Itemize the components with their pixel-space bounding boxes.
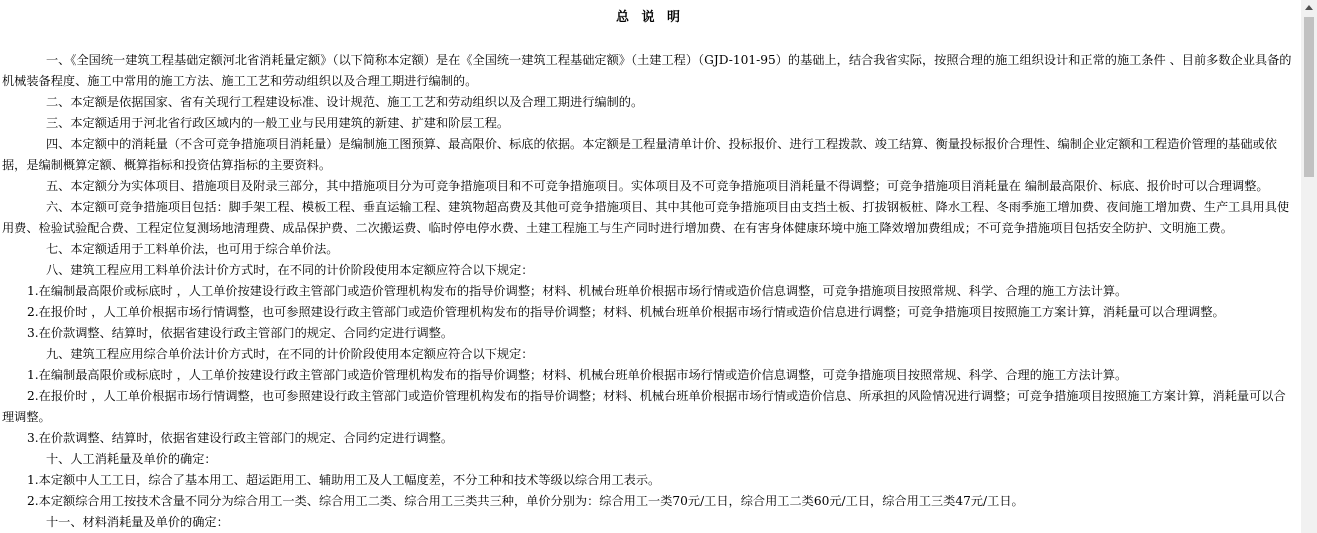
list-item: 1.在编制最高限价或标底时 ，人工单价按建设行政主管部门或造价管理机构发布的指导价调整；材料、机械台班单价根据市场行情或造价信息调整，可竞争措施项目按照常规、科学、合理的施工方法计算。	[27, 368, 1128, 382]
list-item: 1.本定额中人工工日，综合了基本用工、超运距用工、辅助用工及人工幅度差，不分工种和技术等级以综合用工表示。	[27, 473, 661, 487]
paragraph: 七、本定额适用于工料单价法，也可用于综合单价法。	[46, 242, 339, 256]
list-item: 1.在编制最高限价或标底时 ，人工单价按建设行政主管部门或造价管理机构发布的指导价调整；材料、机械台班单价根据市场行情或造价信息调整，可竞争措施项目按照常规、科学、合理的施工方法计算。	[27, 284, 1128, 298]
paragraph: 三、本定额适用于河北省行政区域内的一般工业与民用建筑的新建、扩建和阶层工程。	[46, 116, 510, 130]
document-body	[2, 50, 1296, 533]
paragraph: 五、本定额分为实体项目、措施项目及附录三部分，其中措施项目分为可竞争措施项目和不可竞争措施项目。实体项目及不可竞争措施项目消耗量不得调整；可竞争措施项目消耗量在 编制最高限价、标底、报价时可以合理调整。	[46, 179, 1269, 193]
paragraph: 四、本定额中的消耗量（不含可竞争措施项目消耗量）是编制施工图预算、最高限价、标底的依据。本定额是工程量清单计价、投标报价、进行工程拨款、竣工结算、衡量投标报价合理性、编制企业定额和工程造价管理的基础或依据，是编制概算定额、概算指标和投资估算指标的主要资料。	[2, 137, 1277, 172]
list-item: 3.在价款调整、结算时，依据省建设行政主管部门的规定、合同约定进行调整。	[27, 326, 454, 340]
paragraph: 一、《全国统一建筑工程基础定额河北省消耗量定额》（以下简称本定额）是在《全国统一建筑工程基础定额》（土建工程）（GJD-101-95）的基础上，结合我省实际，按照合理的施工组织设计和正常的施工条件 、目前多数企业具备的机械装备程度、施工中常用的施工方法、施工工艺和劳动组织以及合理工期进行编制的。	[2, 53, 1292, 88]
vertical-scrollbar[interactable]	[1301, 0, 1317, 533]
paragraph: 二、本定额是依据国家、省有关现行工程建设标准、设计规范、施工工艺和劳动组织以及合理工期进行编制的。	[46, 95, 644, 109]
list-item: 2.在报价时 ，人工单价根据市场行情调整，也可参照建设行政主管部门或造价管理机构发布的指导价调整；材料、机械台班单价根据市场行情或造价信息进行调整；可竞争措施项目按照施工方案计算，消耗量可以合理调整。	[27, 305, 1225, 319]
list-item: 2.在报价时 ，人工单价根据市场行情调整，也可参照建设行政主管部门或造价管理机构发布的指导价调整；材料、机械台班单价根据市场行情或造价信息、所承担的风险情况进行调整；可竞争措施项目按照施工方案计算，消耗量可以合理调整。	[2, 389, 1286, 424]
paragraph: 六、本定额可竞争措施项目包括：脚手架工程、模板工程、垂直运输工程、建筑物超高费及其他可竞争措施项目、其中其他可竞争措施项目由支挡土板、打拔钢板桩、降水工程、冬雨季施工增加费、夜间施工增加费、生产工具用具使用费、检验试验配合费、工程定位复测场地清理费、成品保护费、二次搬运费、临时停电停水费、土建工程施工与生产同时进行增加费、在有害身体健康环境中施工降效增加费组成；不可竞争措施项目包括安全防护、文明施工费。	[2, 200, 1290, 235]
scroll-up-arrow-icon[interactable]	[1305, 5, 1313, 10]
paragraph: 十一、材料消耗量及单价的确定：	[46, 515, 229, 529]
list-item: 2.本定额综合用工按技术含量不同分为综合用工一类、综合用工二类、综合用工三类共三种，单价分别为：综合用工一类70元/工日，综合用工二类60元/工日，综合用工三类47元/工日。	[27, 494, 1024, 508]
paragraph: 十、人工消耗量及单价的确定：	[46, 452, 217, 466]
paragraph: 九、建筑工程应用综合单价法计价方式时，在不同的计价阶段使用本定额应符合以下规定：	[46, 347, 534, 361]
page-title: 总 说 明	[615, 10, 685, 25]
list-item: 3.在价款调整、结算时，依据省建设行政主管部门的规定、合同约定进行调整。	[27, 431, 454, 445]
scrollbar-thumb[interactable]	[1304, 17, 1314, 177]
paragraph: 八、建筑工程应用工料单价法计价方式时，在不同的计价阶段使用本定额应符合以下规定：	[46, 263, 534, 277]
